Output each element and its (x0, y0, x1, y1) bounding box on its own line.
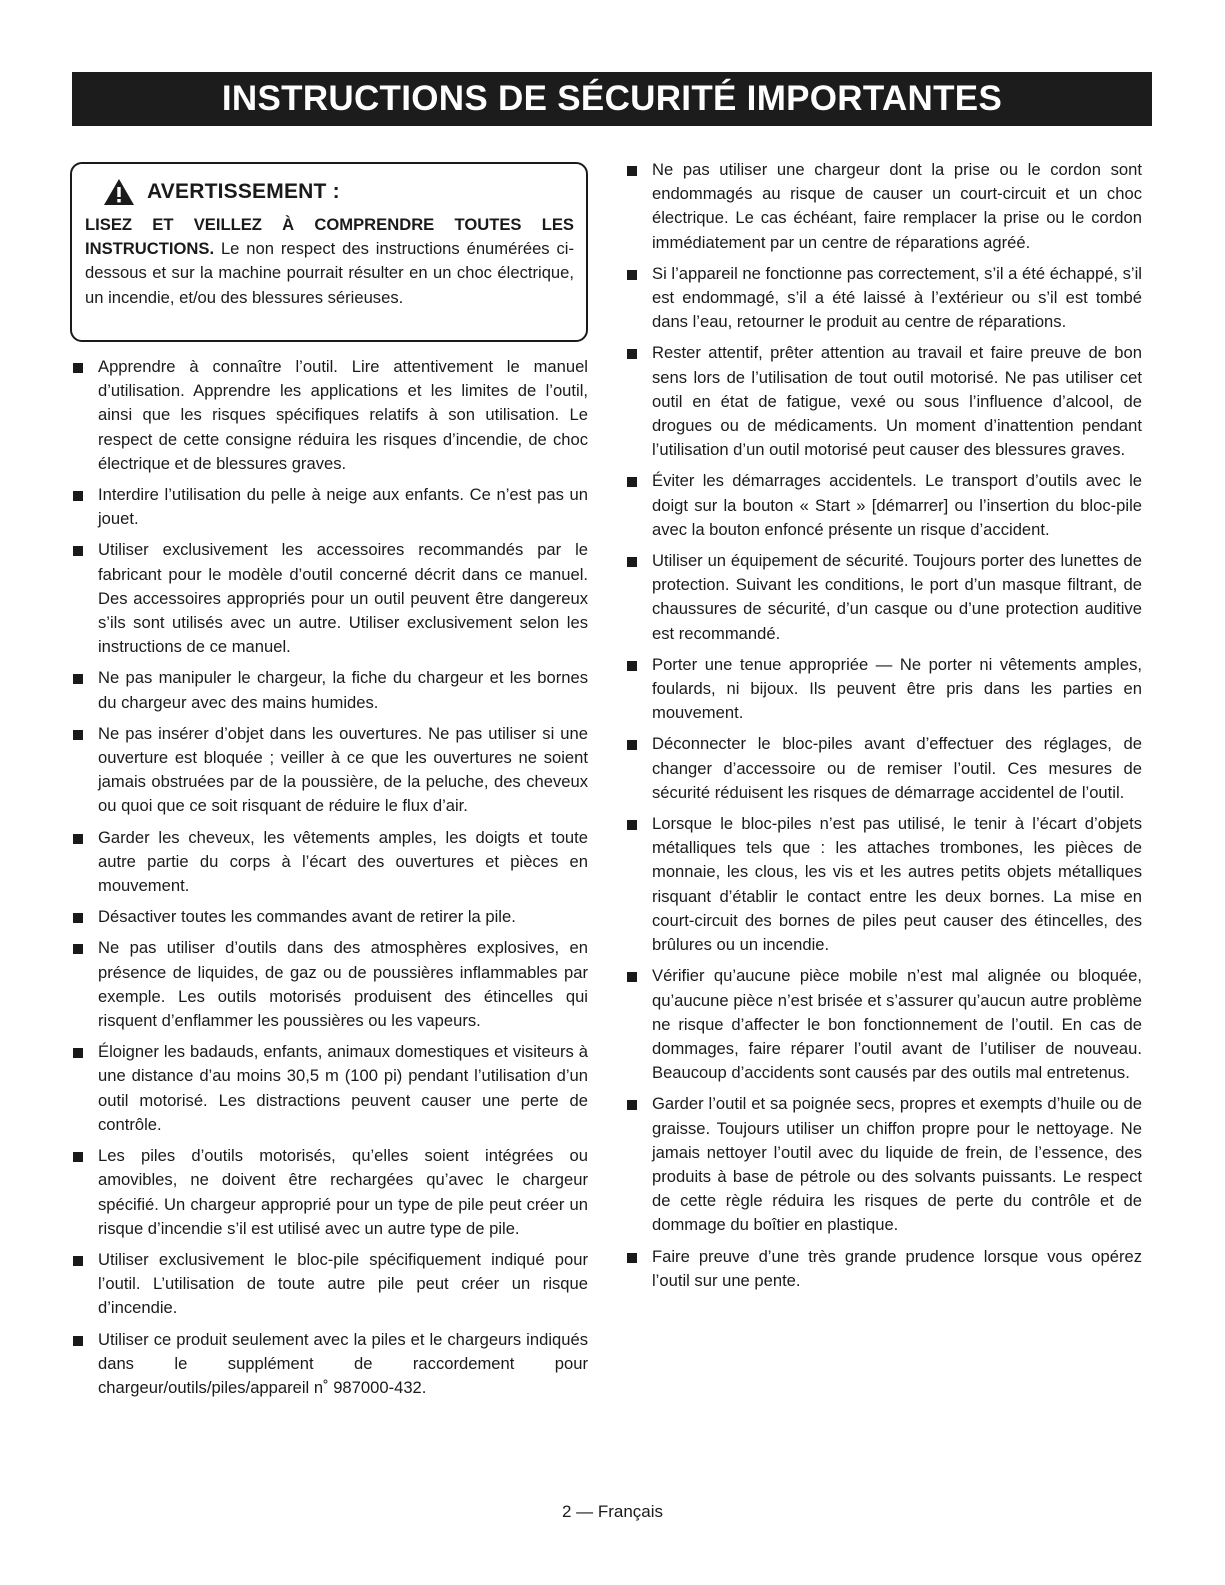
list-item-text: Utiliser exclusivement le bloc-pile spécifiquement indiqué pour l’outil. L’utilisation de toute autre pile peut créer un risque d’incendie. (98, 1249, 588, 1318)
list-item (72, 722, 588, 819)
page-title-bar (72, 72, 1152, 126)
left-column (72, 355, 588, 1407)
list-item (72, 826, 588, 899)
list-item (626, 341, 1142, 462)
right-column (626, 158, 1142, 1300)
bullet-square-icon (627, 557, 637, 567)
list-item (626, 1092, 1142, 1237)
left-bullet-list (72, 355, 588, 1400)
list-item (72, 1248, 588, 1321)
warning-text (85, 213, 574, 310)
list-item-text: Interdire l’utilisation du pelle à neige aux enfants. Ce n’est pas un jouet. (98, 485, 588, 529)
list-item-text: Ne pas utiliser d’outils dans des atmosphères explosives, en présence de liquides, de gaz ou de poussières inflammables par exemple. Les outils motorisés produisent des étincelles qui risquent d’enflammer les poussières ou les vapeurs. (98, 938, 588, 1031)
list-item (626, 1245, 1142, 1293)
page-footer: 2 — Français (561, 1502, 664, 1521)
list-item-text: Faire preuve d’une très grande prudence lorsque vous opérez l’outil sur une pente. (652, 1246, 1142, 1290)
bullet-square-icon (627, 1100, 637, 1110)
list-item (72, 666, 588, 714)
list-item (72, 1040, 588, 1137)
list-item-text: Vérifier qu’aucune pièce mobile n’est mal alignée ou bloquée, qu’aucune pièce n’est brisée et s’assurer qu’aucun autre problème ne risque d’affecter le bon fonctionnement de l’outil. En cas de dommages, faire réparer l’outil avant de l’utiliser de nouveau. Beaucoup d’accidents sont causés par des outils mal entretenus. (652, 966, 1142, 1083)
list-item (626, 262, 1142, 335)
list-item-text: Utiliser ce produit seulement avec la piles et le chargeurs indiqués dans le supplément de raccordement pour chargeur/outils/piles/appareil n˚ 987000-432. (98, 1329, 588, 1397)
list-item (626, 469, 1142, 542)
bullet-square-icon (73, 730, 83, 740)
list-item-text: Garder l’outil et sa poignée secs, propres et exempts d’huile ou de graisse. Toujours utiliser un chiffon propre pour le nettoyage. Ne jamais nettoyer l’outil avec du liquide de frein, de l’essence, des produits à base de pétrole ou des solvants puissants. Le respect de cette règle réduira les risques de perte du contrôle et de dommage du boîtier en plastique. (652, 1094, 1142, 1235)
bullet-square-icon (73, 913, 83, 923)
list-item (72, 936, 588, 1033)
right-bullet-list (626, 158, 1142, 1293)
list-item-text: Éviter les démarrages accidentels. Le transport d’outils avec le doigt sur la bouton « Start » [démarrer] ou l’insertion du bloc-pile avec la bouton enfoncé présente un risque d’accident. (652, 471, 1142, 539)
list-item (626, 964, 1142, 1085)
bullet-square-icon (627, 349, 637, 359)
list-item-text: Porter une tenue appropriée — Ne porter ni vêtements amples, foulards, ni bijoux. Ils peuvent être pris dans les parties en mouvement. (652, 654, 1142, 723)
list-item-text: Ne pas insérer d’objet dans les ouvertures. Ne pas utiliser si une ouverture est bloquée ; veiller à ce que les ouvertures ne soient jamais obstruées par de la poussière, de la peluche, des cheveux ou quoi que ce soit risquant de réduire le flux d’air. (98, 723, 588, 816)
warning-header (85, 178, 574, 206)
warning-box (70, 162, 588, 342)
bullet-square-icon (73, 944, 83, 954)
warning-triangle-icon (103, 178, 135, 206)
list-item-text: Les piles d’outils motorisés, qu’elles soient intégrées ou amovibles, ne doivent être rechargées qu’avec le chargeur spécifié. Un chargeur approprié pour un type de pile peut créer un risque d’incendie s’il est utilisé avec un autre type de pile. (98, 1146, 588, 1238)
list-item-text: Si l’appareil ne fonctionne pas correctement, s’il a été échappé, s’il est endommagé, s’il a été laissé à l’extérieur ou s’il est tombé dans l’eau, retourner le produit au centre de réparations. (652, 263, 1142, 332)
bullet-square-icon (73, 1048, 83, 1058)
list-item-text: Rester attentif, prêter attention au travail et faire preuve de bon sens lors de l’utilisation de tout outil motorisé. Ne pas utiliser cet outil en état de fatigue, vexé ou sous l’influence d’alcool, de drogues ou de médicaments. Un moment d’inattention pendant l’utilisation d’un outil motorisé peut causer des blessures graves. (652, 343, 1142, 460)
bullet-square-icon (73, 491, 83, 501)
list-item (72, 355, 588, 476)
bullet-square-icon (73, 546, 83, 556)
bullet-square-icon (73, 363, 83, 373)
list-item (72, 483, 588, 531)
list-item-text: Apprendre à connaître l’outil. Lire attentivement le manuel d’utilisation. Apprendre les applications et les limites de l’outil, ainsi que les risques spécifiques relatifs à son utilisation. Le respect de cette consigne réduira les risques d’incendie, de choc électrique et de blessures graves. (98, 357, 588, 473)
list-item (626, 653, 1142, 726)
list-item (72, 1144, 588, 1241)
list-item-text: Déconnecter le bloc-piles avant d’effectuer des réglages, de changer d’accessoire ou de remiser l’outil. Ces mesures de sécurité réduisent les risques de démarrage accidentel de l’outil. (652, 734, 1142, 802)
bullet-square-icon (73, 674, 83, 684)
list-item (72, 905, 588, 929)
bullet-square-icon (627, 166, 637, 176)
list-item-text: Utiliser exclusivement les accessoires recommandés par le fabricant pour le modèle d’outil concerné décrit dans ce manuel. Des accessoires appropriés pour un outil peuvent être dangereux s’ils sont utilisés avec un autre. Utiliser exclusivement selon les instructions de ce manuel. (98, 540, 588, 657)
warning-heading: AVERTISSEMENT : (147, 180, 340, 203)
bullet-square-icon (627, 972, 637, 982)
list-item (72, 538, 588, 659)
list-item (72, 1328, 588, 1401)
bullet-square-icon (627, 661, 637, 671)
bullet-square-icon (627, 1253, 637, 1263)
list-item (626, 732, 1142, 805)
bullet-square-icon (627, 270, 637, 280)
bullet-square-icon (73, 1256, 83, 1266)
warning-bold-lead: LISEZ ET VEILLEZ À COMPRENDRE TOUTES LES INSTRUCTIONS. (85, 215, 574, 259)
page-title: INSTRUCTIONS DE SÉCURITÉ IMPORTANTES (221, 79, 1003, 118)
warning-body: Le non respect des instructions énumérées ci-dessous et sur la machine pourrait résulter en un choc électrique, un incendie, et/ou des blessures sérieuses. (85, 239, 574, 307)
list-item (626, 812, 1142, 957)
list-item-text: Éloigner les badauds, enfants, animaux domestiques et visiteurs à une distance d’au moins 30,5 m (100 pi) pendant l’utilisation d’un outil motorisé. Les distractions peuvent causer une perte de contrôle. (98, 1042, 588, 1134)
bullet-square-icon (627, 820, 637, 830)
list-item-text: Utiliser un équipement de sécurité. Toujours porter des lunettes de protection. Suivant les conditions, le port d’un masque filtrant, de chaussures de sécurité, d’un casque ou d’une protection auditive est recommandé. (652, 551, 1142, 643)
list-item (626, 158, 1142, 255)
bullet-square-icon (73, 834, 83, 844)
bullet-square-icon (73, 1336, 83, 1346)
list-item-text: Ne pas utiliser une chargeur dont la prise ou le cordon sont endommagés au risque de causer un court-circuit et un choc électrique. Le cas échéant, faire remplacer la prise ou le cordon immédiatement par un centre de réparations agréé. (652, 160, 1142, 252)
list-item (626, 549, 1142, 646)
bullet-square-icon (73, 1152, 83, 1162)
bullet-square-icon (627, 477, 637, 487)
list-item-text: Ne pas manipuler le chargeur, la fiche du chargeur et les bornes du chargeur avec des mains humides. (98, 668, 588, 712)
bullet-square-icon (627, 740, 637, 750)
list-item-text: Garder les cheveux, les vêtements amples, les doigts et toute autre partie du corps à l’écart des ouvertures et pièces en mouvement. (98, 827, 588, 896)
list-item-text: Lorsque le bloc-piles n’est pas utilisé, le tenir à l’écart d’objets métalliques tels que : les attaches trombones, les pièces de monnaie, les clous, les vis et les autres petits objets métalliques risquant d’établir le contact entre les deux bornes. La mise en court-circuit des bornes de piles peut causer des étincelles, des brûlures ou un incendie. (652, 814, 1142, 955)
list-item-text: Désactiver toutes les commandes avant de retirer la pile. (98, 907, 516, 927)
